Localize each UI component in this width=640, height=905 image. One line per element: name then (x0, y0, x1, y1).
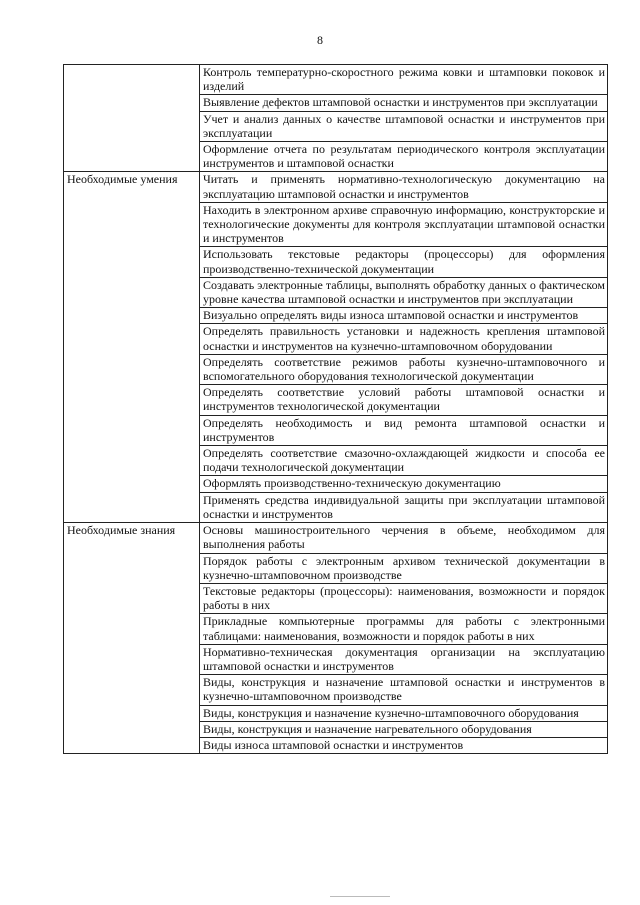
skills-label: Необходимые умения (64, 172, 200, 523)
continued-label (64, 65, 200, 172)
continued-item: Оформление отчета по результатам периодического контроля эксплуатации инструментов и штамповой оснастки (200, 142, 608, 172)
competency-table (63, 64, 608, 754)
knowledge-item: Порядок работы с электронным архивом технической документации в кузнечно-штамповочном производстве (200, 553, 608, 583)
knowledge-item: Виды, конструкция и назначение штамповой оснастки и инструментов в кузнечно-штамповочном производстве (200, 675, 608, 705)
knowledge-item: Текстовые редакторы (процессоры): наименования, возможности и порядок работы в них (200, 583, 608, 613)
knowledge-item: Виды износа штамповой оснастки и инструментов (200, 737, 608, 753)
skills-item: Оформлять производственно-техническую документацию (200, 476, 608, 492)
continued-item: Учет и анализ данных о качестве штамповой оснастки и инструментов при эксплуатации (200, 111, 608, 141)
skills-item: Определять соответствие режимов работы кузнечно-штамповочного и вспомогательного оборудования технологической документации (200, 354, 608, 384)
page-number: 8 (317, 33, 323, 47)
skills-item: Создавать электронные таблицы, выполнять обработку данных о фактическом уровне качества штамповой оснастки и инструментов при эксплуатации (200, 277, 608, 307)
knowledge-item: Виды, конструкция и назначение кузнечно-штамповочного оборудования (200, 705, 608, 721)
knowledge-item: Виды, конструкция и назначение нагревательного оборудования (200, 721, 608, 737)
continued-item: Контроль температурно-скоростного режима ковки и штамповки поковок и изделий (200, 65, 608, 95)
skills-item: Использовать текстовые редакторы (процессоры) для оформления производственно-технической документации (200, 247, 608, 277)
skills-row (64, 172, 608, 202)
skills-item: Определять правильность установки и надежность крепления штамповой оснастки и инструментов на кузнечно-штамповочном оборудовании (200, 324, 608, 354)
knowledge-item: Основы машиностроительного черчения в объеме, необходимом для выполнения работы (200, 523, 608, 553)
scan-artifact-line (330, 896, 390, 897)
skills-item: Читать и применять нормативно-технологическую документацию на эксплуатацию штамповой оснастки и инструментов (200, 172, 608, 202)
knowledge-row (64, 523, 608, 553)
skills-item: Находить в электронном архиве справочную информацию, конструкторские и технологические документы для контроля эксплуатации штамповой оснастки и инструментов (200, 202, 608, 247)
table-body (64, 65, 608, 754)
knowledge-label: Необходимые знания (64, 523, 200, 754)
continued-row (64, 65, 608, 95)
skills-item: Определять соответствие смазочно-охлаждающей жидкости и способа ее подачи технологической документации (200, 446, 608, 476)
knowledge-item: Прикладные компьютерные программы для работы с электронными таблицами: наименования, возможности и порядок работы в них (200, 614, 608, 644)
skills-item: Визуально определять виды износа штамповой оснастки и инструментов (200, 308, 608, 324)
skills-item: Применять средства индивидуальной защиты при эксплуатации штамповой оснастки и инструментов (200, 492, 608, 522)
knowledge-item: Нормативно-техническая документация организации на эксплуатацию штамповой оснастки и инструментов (200, 644, 608, 674)
skills-item: Определять необходимость и вид ремонта штамповой оснастки и инструментов (200, 415, 608, 445)
continued-item: Выявление дефектов штамповой оснастки и инструментов при эксплуатации (200, 95, 608, 111)
skills-item: Определять соответствие условий работы штамповой оснастки и инструментов технологической документации (200, 385, 608, 415)
